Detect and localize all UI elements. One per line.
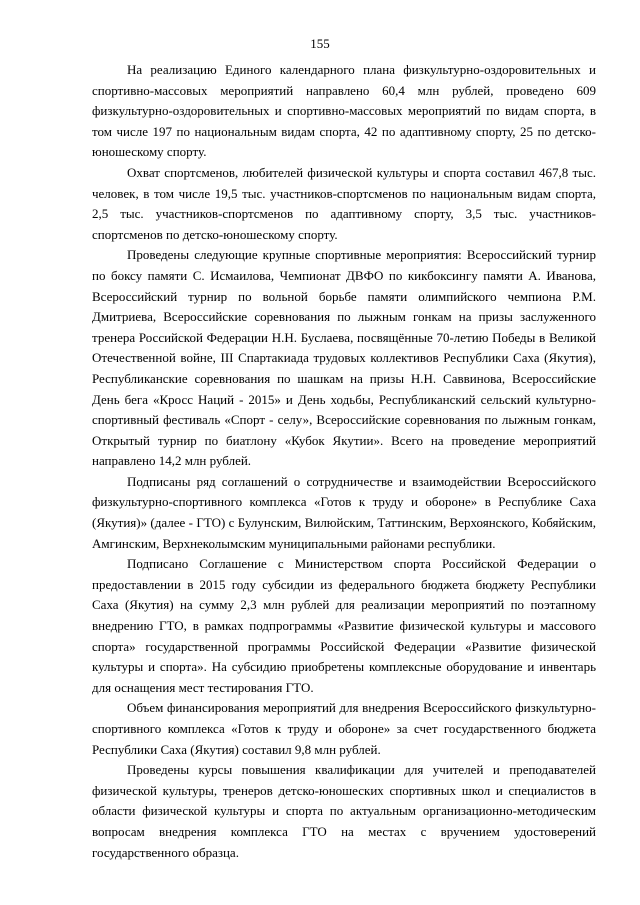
page-number: 155 bbox=[310, 36, 330, 51]
document-body bbox=[92, 60, 596, 863]
paragraph-major-events: Проведены следующие крупные спортивные мероприятия: Всероссийский турнир по боксу памяти С. Исмаилова, Чемпионат ДВФО по кикбоксингу памяти А. Иванова, Всероссийский турнир по вольной борьбе памяти олимпийского чемпиона Р.М. Дмитриева, Всероссийские соревнования по лыжным гонкам на призы заслуженного тренера Российской Федерации Н.Н. Буслаевa, посвящённые 70-летию Победы в Великой Отечественной войне, III Спартакиада трудовых коллективов Республики Саха (Якутия), Республиканские соревнования по шашкам на призы Н.Н. Саввинова, Всероссийские День бега «Кросс Наций - 2015» и День ходьбы, Республиканский сельский культурно-спортивный фестиваль «Спорт - селу», Всероссийские соревнования по лыжным гонкам, Открытый турнир по биатлону «Кубок Якутии». Всего на проведение мероприятий направлено 14,2 млн рублей. bbox=[92, 247, 596, 469]
paragraph-funding-volume: Объем финансирования мероприятий для внедрения Всероссийского физкультурно-спортивного комплекса «Готов к труду и обороне» за счет государственного бюджета Республики Саха (Якутия) составил 9,8 млн рублей. bbox=[92, 700, 596, 757]
paragraph-gto-agreements: Подписаны ряд соглашений о сотрудничестве и взаимодействии Всероссийского физкультурно-спортивного комплекса «Готов к труду и обороне» в Республике Саха (Якутия)» (далее - ГТО) с Булунским, Вилюйским, Таттинским, Верхоянского, Кобяйским, Амгинским, Верхнеколымским муниципальными районами республики. bbox=[92, 473, 596, 551]
paragraph-coverage: Охват спортсменов, любителей физической культуры и спорта составил 467,8 тыс. человек, в том числе 19,5 тыс. участников-спортсменов по национальным видам спорта, 2,5 тыс. участников-спортсменов по адаптивному спорту, 3,5 тыс. участников-спортсменов по детско-юношескому спорту. bbox=[92, 164, 596, 242]
paragraph-training-courses: Проведены курсы повышения квалификации для учителей и преподавателей физической культуры, тренеров детско-юношеских спортивных школ и специалистов в области физической культуры и спорта по актуальным организационно-методическим вопросам внедрения комплекса ГТО на местах с вручением удостоверений государственного образца. bbox=[92, 762, 596, 860]
paragraph-federal-subsidy: Подписано Соглашение с Министерством спорта Российской Федерации о предоставлении в 2015 году субсидии из федерального бюджета бюджету Республики Саха (Якутия) на сумму 2,3 млн рублей для реализации мероприятий по поэтапному внедрению ГТО, в рамках подпрограммы «Развитие физической культуры и массового спорта» государственной программы Российской Федерации «Развитие физической культуры и спорта». На субсидию приобретены комплексные оборудование и инвентарь для оснащения мест тестирования ГТО. bbox=[92, 556, 596, 695]
paragraph-event-calendar: На реализацию Единого календарного плана физкультурно-оздоровительных и спортивно-массовых мероприятий направлено 60,4 млн рублей, проведено 609 физкультурно-оздоровительных и спортивно-массовых мероприятий по видам спорта, в том числе 197 по национальным видам спорта, 42 по адаптивному спорту, 25 по детско-юношескому спорту. bbox=[92, 62, 596, 160]
